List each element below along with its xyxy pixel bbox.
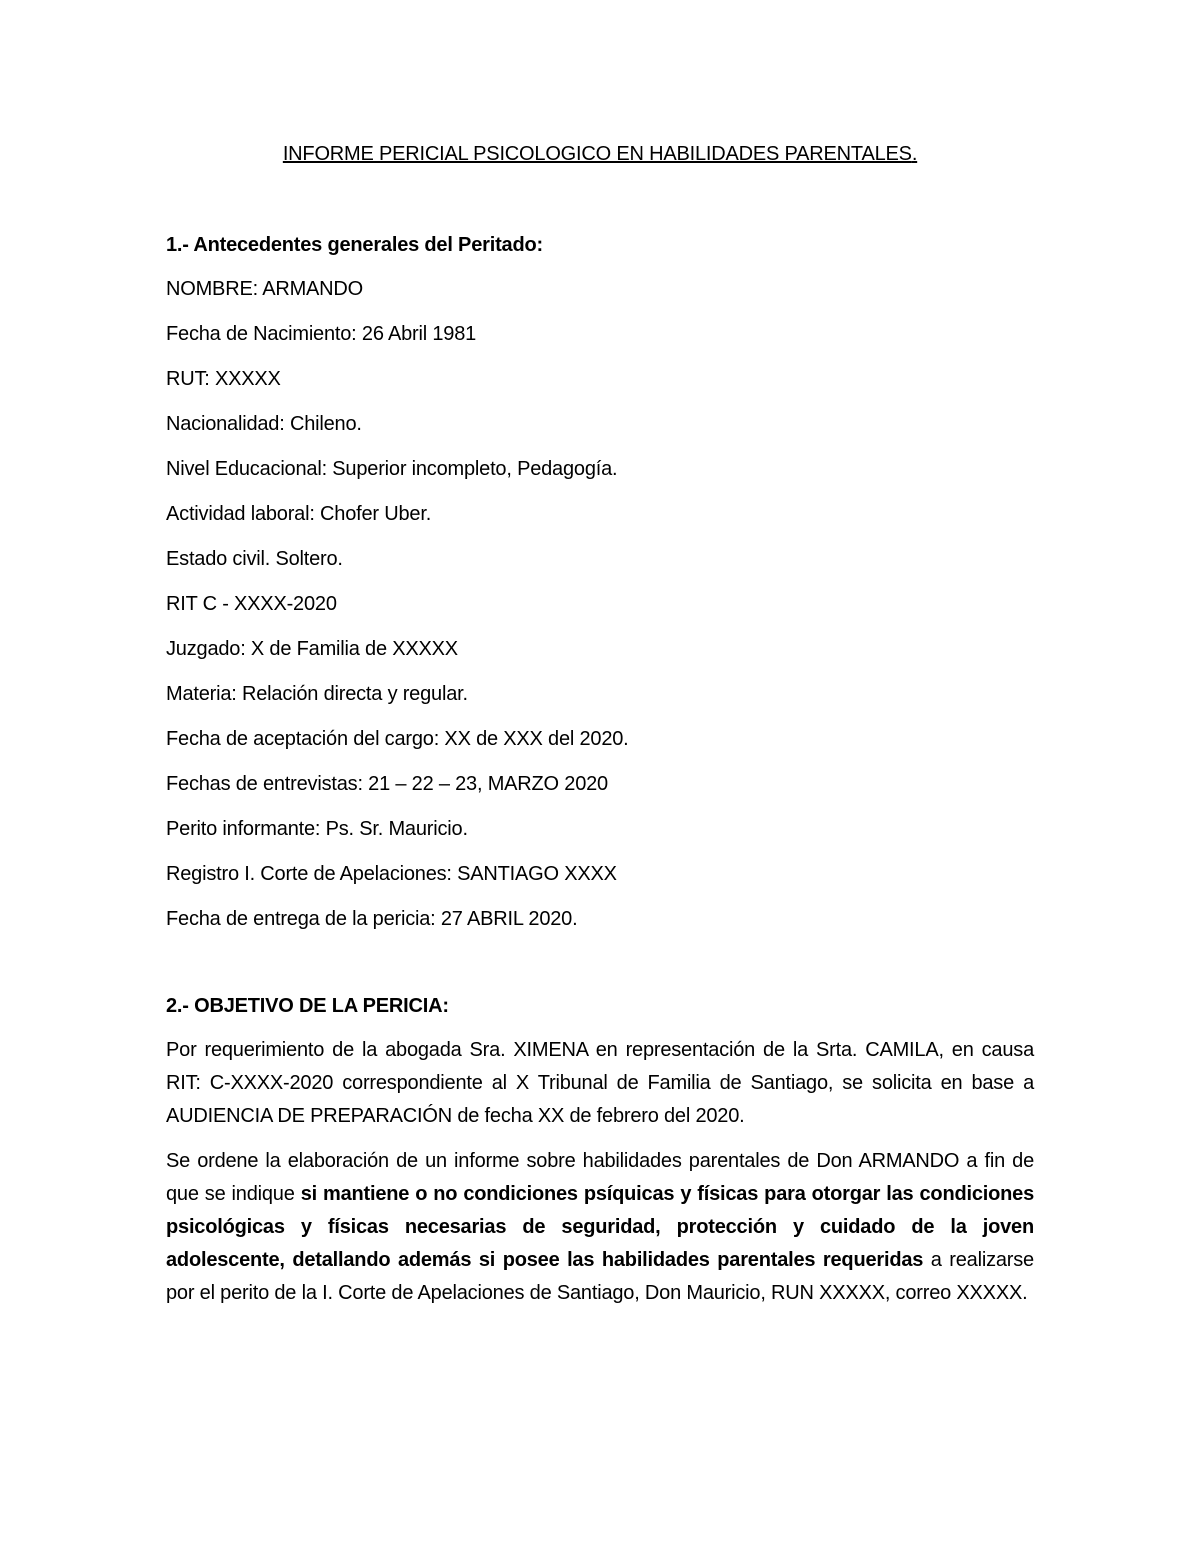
field-rut: RUT: XXXXX <box>166 368 281 390</box>
field-fechas-entrevistas: Fechas de entrevistas: 21 – 22 – 23, MARZO 2020 <box>166 773 608 795</box>
field-nacionalidad: Nacionalidad: Chileno. <box>166 413 362 435</box>
document-title <box>0 140 1200 168</box>
field-nivel-educacional: Nivel Educacional: Superior incompleto, Pedagogía. <box>166 458 618 480</box>
field-actividad-laboral: Actividad laboral: Chofer Uber. <box>166 503 432 525</box>
field-fecha-aceptacion: Fecha de aceptación del cargo: XX de XXX del 2020. <box>166 728 629 750</box>
field-estado-civil: Estado civil. Soltero. <box>166 548 343 570</box>
field-materia: Materia: Relación directa y regular. <box>166 683 468 705</box>
field-fecha-entrega: Fecha de entrega de la pericia: 27 ABRIL 2020. <box>166 908 578 930</box>
field-perito-informante: Perito informante: Ps. Sr. Mauricio. <box>166 818 468 840</box>
section-2-heading: 2.- OBJETIVO DE LA PERICIA: <box>166 995 449 1017</box>
objetivo-paragraph-2-outro: a realizarse por el perito de la I. Corte de Apelaciones de Santiago, Don Mauricio, RUN XXXXX, correo XXXXX. <box>166 1249 1034 1304</box>
field-nombre: NOMBRE: ARMANDO <box>166 278 364 300</box>
field-registro-corte: Registro I. Corte de Apelaciones: SANTIAGO XXXX <box>166 863 617 885</box>
field-rit: RIT C - XXXX-2020 <box>166 593 337 615</box>
field-juzgado: Juzgado: X de Familia de XXXXX <box>166 638 458 660</box>
objetivo-paragraph-2 <box>166 1145 1034 1310</box>
field-fecha-nacimiento: Fecha de Nacimiento: 26 Abril 1981 <box>166 323 477 345</box>
document-title-period: . <box>911 143 918 165</box>
objetivo-paragraph-2-bold: si mantiene o no condiciones psíquicas y físicas para otorgar las condiciones psicológicas y físicas necesarias de seguridad, protección y cuidado de la joven adolescente, detallando además si posee las habilidades parentales requeridas <box>166 1183 1034 1271</box>
objetivo-paragraph-1: Por requerimiento de la abogada Sra. XIMENA en representación de la Srta. CAMILA, en causa RIT: C-XXXX-2020 correspondiente al X Tribunal de Familia de Santiago, se solicita en base a AUDIENCIA DE PREPARACIÓN de fecha XX de febrero del 2020. <box>166 1039 1034 1127</box>
objetivo-paragraph-2-intro: Se ordene la elaboración de un informe sobre habilidades parentales de Don ARMANDO a fin de que se indique <box>166 1150 1034 1205</box>
section-1-heading: 1.- Antecedentes generales del Peritado: <box>166 234 543 256</box>
peritado-details-list <box>166 275 629 950</box>
document-title-text: INFORME PERICIAL PSICOLOGICO EN HABILIDADES PARENTALES <box>282 143 912 165</box>
